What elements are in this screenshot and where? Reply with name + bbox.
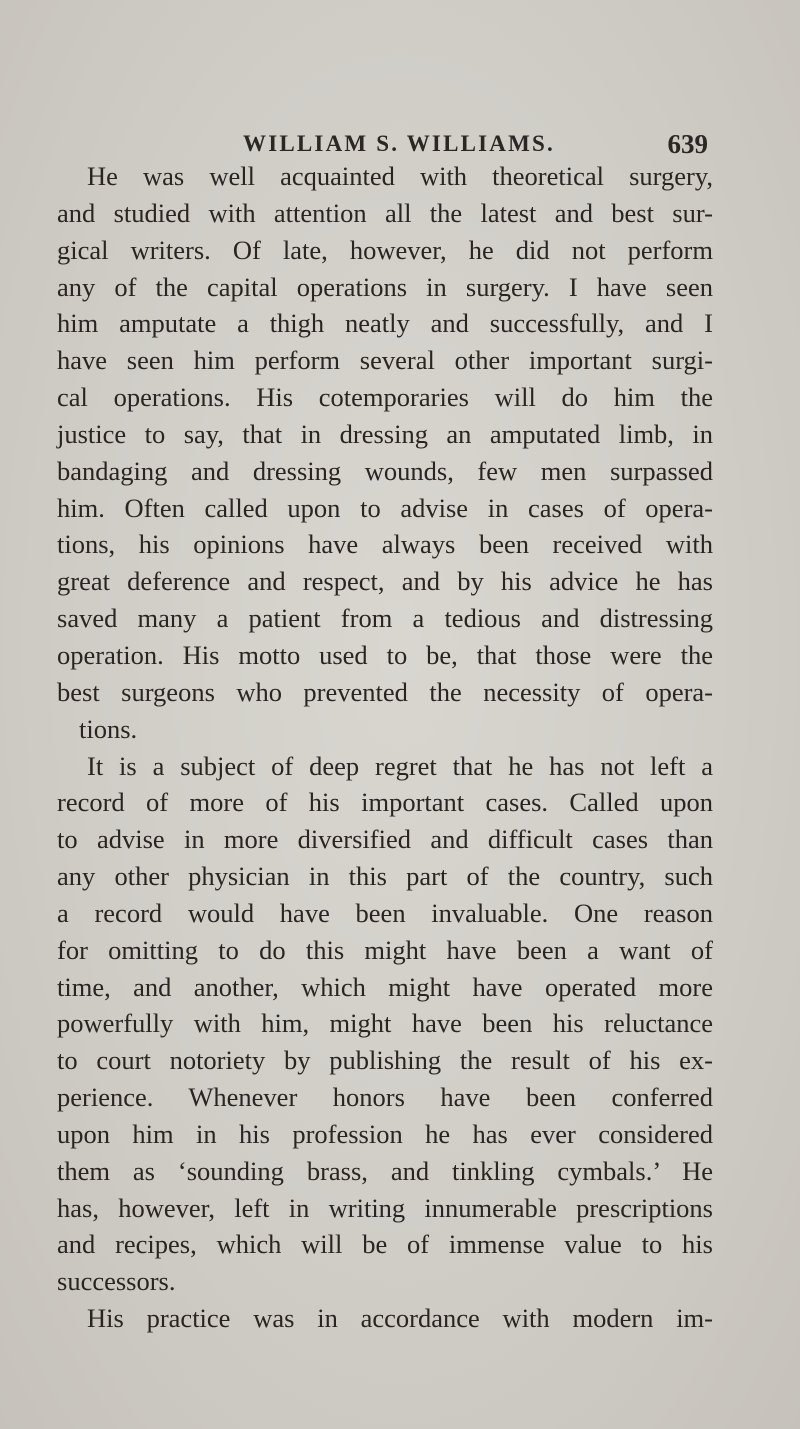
- text-line: It is a subject of deep regret that he has not left a: [87, 750, 713, 781]
- text-line: them as ‘sounding brass, and tinkling cymbals.’ He: [57, 1155, 713, 1186]
- running-title: WILLIAM S. WILLIAMS.: [243, 131, 555, 156]
- text-line: has, however, left in writing innumerable prescriptions: [57, 1192, 713, 1223]
- text-line: tions, his opinions have always been received with: [57, 529, 713, 560]
- text-line: have seen him perform several other important surgi-: [57, 345, 713, 376]
- text-line: to court notoriety by publishing the result of his ex-: [57, 1045, 713, 1076]
- text-line: him. Often called upon to advise in cases of opera-: [57, 492, 713, 523]
- text-line: him amputate a thigh neatly and successfully, and I: [57, 308, 713, 339]
- text-line: time, and another, which might have operated more: [57, 971, 713, 1002]
- text-line: His practice was in accordance with modern im-: [87, 1303, 713, 1334]
- text-line: powerfully with him, might have been his reluctance: [57, 1008, 713, 1039]
- text-line: He was well acquainted with theoretical surgery,: [87, 161, 713, 191]
- text-line: operation. His motto used to be, that those were the: [57, 639, 713, 670]
- text-line: gical writers. Of late, however, he did not perform: [57, 234, 713, 265]
- text-line: saved many a patient from a tedious and distressing: [57, 603, 713, 634]
- text-line: upon him in his profession he has ever considered: [57, 1118, 713, 1149]
- text-line: perience. Whenever honors have been conferred: [57, 1082, 713, 1113]
- text-line: tions.: [79, 713, 138, 744]
- text-line: bandaging and dressing wounds, few men surpassed: [57, 455, 713, 486]
- text-line: record of more of his important cases. Called upon: [57, 787, 713, 818]
- page-number: 639: [667, 129, 708, 159]
- text-line: to advise in more diversified and difficult cases than: [57, 824, 713, 855]
- text-line: for omitting to do this might have been a want of: [57, 934, 713, 965]
- text-line: and studied with attention all the latest and best sur-: [57, 197, 713, 228]
- text-line: best surgeons who prevented the necessity of opera-: [57, 676, 713, 707]
- text-line: and recipes, which will be of immense value to his: [57, 1229, 713, 1260]
- text-line: a record would have been invaluable. One reason: [57, 897, 713, 928]
- text-line: any of the capital operations in surgery. I have seen: [57, 271, 713, 302]
- text-line: any other physician in this part of the country, such: [57, 861, 713, 892]
- text-line: great deference and respect, and by his advice he has: [57, 566, 713, 597]
- text-line: justice to say, that in dressing an amputated limb, in: [57, 418, 713, 449]
- text-line: cal operations. His cotemporaries will do him the: [57, 382, 713, 413]
- text-line: successors.: [57, 1266, 176, 1297]
- body-text: [57, 158, 713, 1337]
